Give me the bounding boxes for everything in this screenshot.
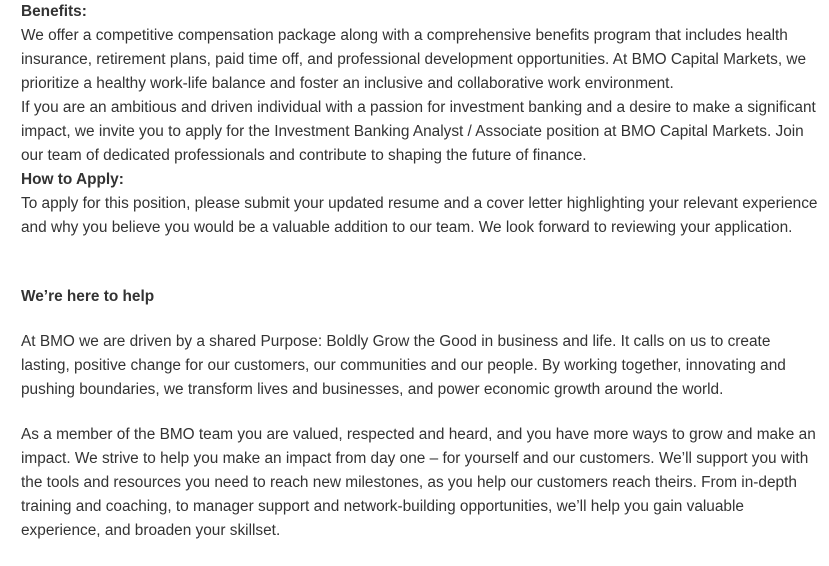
help-paragraph-1: At BMO we are driven by a shared Purpose: Boldly Grow the Good in business and life. It calls on us to create lasting, positive change for our customers, our communities and our people. By working together, innovating and pushing boundaries, we transform lives and businesses, and power economic growth around the world. bbox=[21, 333, 786, 398]
paragraph-spacer bbox=[21, 309, 821, 330]
benefits-paragraph-2: If you are an ambitious and driven individual with a passion for investment banking and a desire to make a significant impact, we invite you to apply for the Investment Banking Analyst / Associate position at BMO Capital Markets. Join our team of dedicated professionals and contribute to shaping the future of finance. bbox=[21, 99, 816, 164]
section-spacer bbox=[21, 240, 821, 285]
how-to-apply-heading: How to Apply: bbox=[21, 171, 124, 188]
help-paragraph-2: As a member of the BMO team you are valued, respected and heard, and you have more ways to grow and make an impact. We strive to help you make an impact from day one – for yourself and our customers. We’ll support you with the tools and resources you need to reach new milestones, as you help our customers reach theirs. From in-depth training and coaching, to manager support and network-building opportunities, we’ll help you gain valuable experience, and broaden your skillset. bbox=[21, 426, 816, 539]
benefits-paragraph-1: We offer a competitive compensation package along with a comprehensive benefits program that includes health insurance, retirement plans, paid time off, and professional development opportunities. At BMO Capital Markets, we prioritize a healthy work-life balance and foster an inclusive and collaborative work environment. bbox=[21, 27, 807, 92]
paragraph-spacer bbox=[21, 402, 821, 423]
job-description-content bbox=[21, 0, 821, 543]
help-heading: We’re here to help bbox=[21, 288, 155, 305]
how-to-apply-paragraph: To apply for this position, please submit your updated resume and a cover letter highlighting your relevant experience and why you believe you would be a valuable addition to our team. We look forward to reviewing your application. bbox=[21, 195, 818, 236]
benefits-heading: Benefits: bbox=[21, 3, 87, 20]
